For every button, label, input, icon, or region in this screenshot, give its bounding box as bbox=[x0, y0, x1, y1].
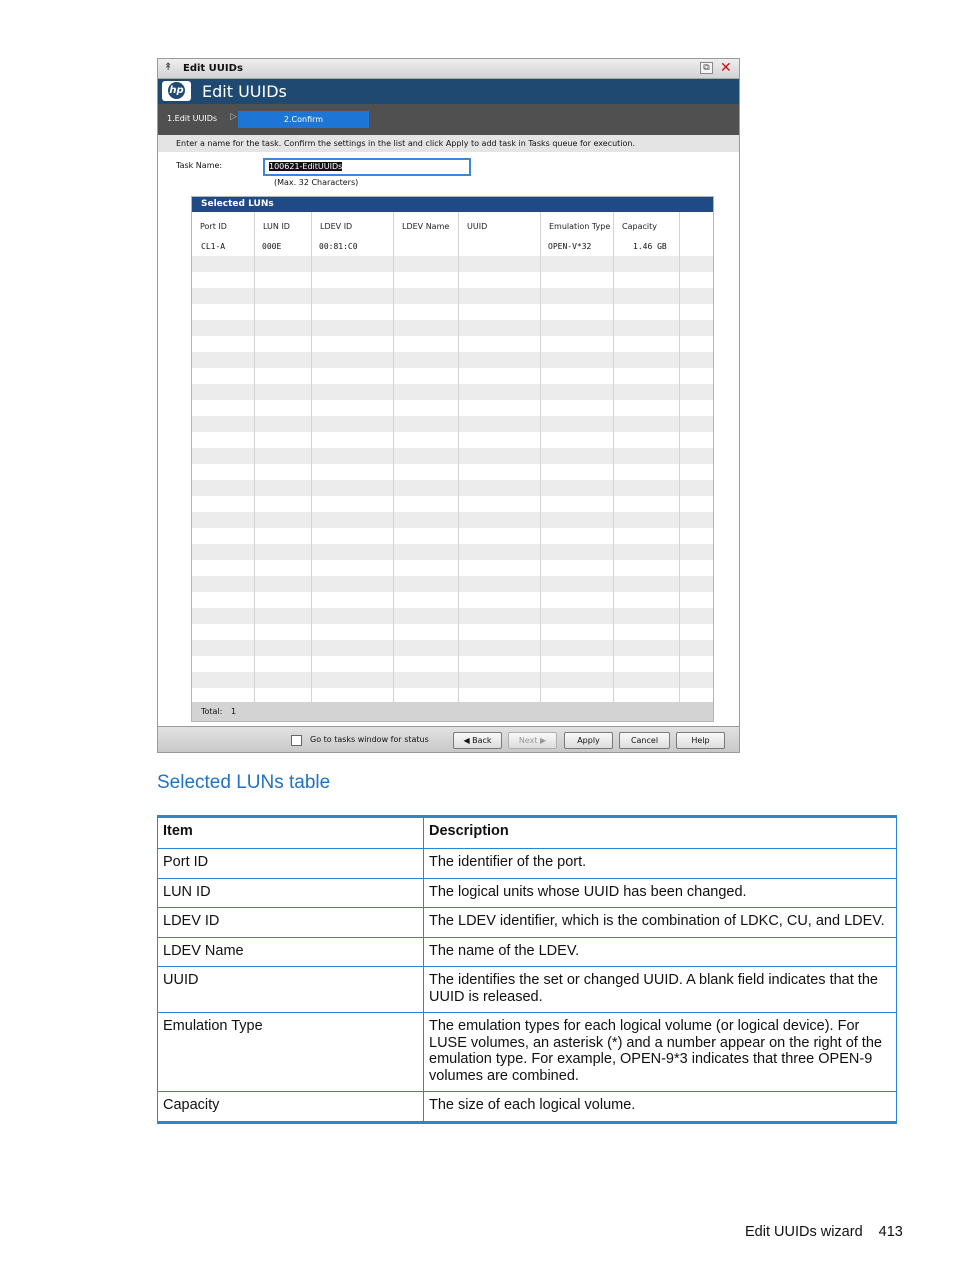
cell-capacity: 1.46 GB bbox=[633, 242, 667, 251]
row-description: The logical units whose UUID has been changed. bbox=[424, 878, 897, 908]
page-footer-title: Edit UUIDs wizard bbox=[745, 1224, 863, 1240]
table-row bbox=[192, 432, 713, 448]
table-row bbox=[158, 1092, 897, 1123]
window-titlebar bbox=[158, 59, 739, 79]
close-icon[interactable]: ✕ bbox=[720, 60, 732, 76]
row-item: LUN ID bbox=[158, 878, 424, 908]
row-item: Port ID bbox=[158, 849, 424, 879]
table-row bbox=[192, 464, 713, 480]
table-row bbox=[192, 640, 713, 656]
task-name-input[interactable] bbox=[263, 158, 471, 176]
next-button[interactable]: Next ▶ bbox=[508, 732, 557, 749]
table-row bbox=[158, 849, 897, 879]
row-description: The identifies the set or changed UUID. A blank field indicates that the UUID is released. bbox=[424, 967, 897, 1013]
row-item: UUID bbox=[158, 967, 424, 1013]
table-row bbox=[192, 528, 713, 544]
step-confirm: 2.Confirm bbox=[238, 111, 369, 128]
table-row bbox=[192, 304, 713, 320]
instruction-text: Enter a name for the task. Confirm the settings in the list and click Apply to add task in Tasks queue for execution. bbox=[158, 135, 739, 152]
cell-ldev-id: 00:81:C0 bbox=[319, 242, 358, 251]
table-row bbox=[158, 908, 897, 938]
table-row bbox=[192, 368, 713, 384]
dialog-header bbox=[158, 79, 739, 104]
table-row bbox=[192, 672, 713, 688]
row-description: The identifier of the port. bbox=[424, 849, 897, 879]
header-item: Item bbox=[158, 817, 424, 849]
table-row bbox=[192, 560, 713, 576]
column-header-ldev-id[interactable]: LDEV ID bbox=[312, 212, 394, 240]
cell-port-id: CL1-A bbox=[201, 242, 226, 251]
table-row bbox=[192, 448, 713, 464]
hp-logo: hp bbox=[162, 81, 191, 101]
table-row bbox=[158, 1013, 897, 1092]
selected-luns-title: Selected LUNs bbox=[192, 197, 713, 212]
table-row bbox=[192, 272, 713, 288]
table-row bbox=[158, 937, 897, 967]
row-item: LDEV ID bbox=[158, 908, 424, 938]
restore-window-icon[interactable]: ⧉ bbox=[700, 62, 713, 74]
edit-uuids-dialog bbox=[157, 58, 740, 753]
help-button[interactable]: Help bbox=[676, 732, 725, 749]
back-button[interactable]: ◀ Back bbox=[453, 732, 502, 749]
table-row bbox=[192, 320, 713, 336]
table-row bbox=[192, 576, 713, 592]
window-title: Edit UUIDs bbox=[183, 63, 243, 74]
table-row bbox=[192, 496, 713, 512]
row-description: The emulation types for each logical volume (or logical device). For LUSE volumes, an asterisk (*) and a number appear on the right of the emulation type. For example, OPEN-9*3 indicates that three OPEN-9 volumes are combined. bbox=[424, 1013, 897, 1092]
next-arrow-icon: ▶ bbox=[540, 736, 547, 745]
go-to-tasks-checkbox[interactable] bbox=[291, 735, 302, 746]
luns-table-header bbox=[192, 212, 713, 241]
table-row bbox=[192, 656, 713, 672]
table-row bbox=[192, 544, 713, 560]
selected-luns-description-table bbox=[157, 815, 897, 1124]
total-label: Total: bbox=[201, 707, 223, 716]
table-row bbox=[192, 400, 713, 416]
column-header-uuid[interactable]: UUID bbox=[459, 212, 541, 240]
collapse-icon[interactable]: ↟ bbox=[164, 62, 173, 73]
row-item: Capacity bbox=[158, 1092, 424, 1123]
column-header-port-id[interactable]: Port ID bbox=[192, 212, 255, 240]
table-row bbox=[192, 288, 713, 304]
cell-emulation-type: OPEN-V*32 bbox=[548, 242, 592, 251]
dialog-footer bbox=[158, 726, 739, 753]
row-description: The name of the LDEV. bbox=[424, 937, 897, 967]
cancel-button[interactable]: Cancel bbox=[619, 732, 670, 749]
table-header-row bbox=[158, 817, 897, 849]
table-row bbox=[192, 352, 713, 368]
luns-total bbox=[192, 702, 713, 721]
column-header-lun-id[interactable]: LUN ID bbox=[255, 212, 312, 240]
go-to-tasks-label: Go to tasks window for status bbox=[310, 735, 429, 744]
table-row bbox=[192, 416, 713, 432]
dialog-header-title: Edit UUIDs bbox=[202, 82, 287, 101]
column-header-ldev-name[interactable]: LDEV Name bbox=[394, 212, 459, 240]
table-row bbox=[192, 592, 713, 608]
step-arrow-icon: ▷ bbox=[230, 112, 237, 122]
table-row bbox=[192, 384, 713, 400]
table-row bbox=[192, 256, 713, 272]
cell-lun-id: 000E bbox=[262, 242, 282, 251]
column-header-capacity[interactable]: Capacity bbox=[614, 212, 680, 240]
column-header-emulation-type[interactable]: Emulation Type bbox=[541, 212, 614, 240]
row-description: The LDEV identifier, which is the combination of LDKC, CU, and LDEV. bbox=[424, 908, 897, 938]
task-name-label: Task Name: bbox=[176, 161, 223, 170]
wizard-steps bbox=[158, 104, 739, 135]
step-edit-uuids[interactable]: 1.Edit UUIDs bbox=[167, 114, 218, 123]
page-number: 413 bbox=[878, 1224, 903, 1240]
table-row bbox=[158, 967, 897, 1013]
row-item: LDEV Name bbox=[158, 937, 424, 967]
task-name-value: 100621-EditUUIDs bbox=[269, 162, 343, 171]
task-name-hint: (Max. 32 Characters) bbox=[274, 178, 359, 187]
row-item: Emulation Type bbox=[158, 1013, 424, 1092]
section-heading: Selected LUNs table bbox=[157, 772, 331, 793]
luns-table-body bbox=[192, 240, 713, 707]
header-description: Description bbox=[424, 817, 897, 849]
table-row bbox=[158, 878, 897, 908]
selected-luns-panel bbox=[191, 196, 714, 722]
total-value: 1 bbox=[230, 707, 237, 716]
table-row bbox=[192, 512, 713, 528]
page-footer bbox=[745, 1224, 903, 1240]
apply-button[interactable]: Apply bbox=[564, 732, 613, 749]
table-row bbox=[192, 608, 713, 624]
table-row bbox=[192, 624, 713, 640]
table-row bbox=[192, 480, 713, 496]
table-row bbox=[192, 336, 713, 352]
back-arrow-icon: ◀ bbox=[463, 736, 470, 745]
row-description: The size of each logical volume. bbox=[424, 1092, 897, 1123]
